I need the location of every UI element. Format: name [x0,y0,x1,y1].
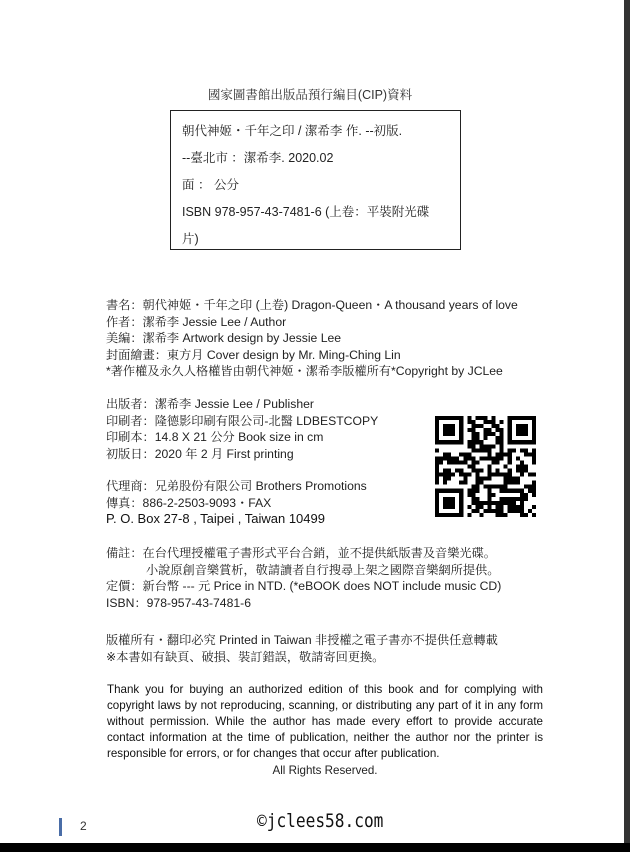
qr-module [435,473,439,477]
qr-module [479,501,483,505]
qr-module [483,448,487,452]
qr-module [508,481,512,485]
qr-module [508,505,512,509]
qr-module [471,489,475,493]
qr-module [488,444,492,448]
qr-module [520,509,524,513]
qr-module [483,428,487,432]
qr-module [471,460,475,464]
qr-module [532,493,536,497]
qr-module [528,473,532,477]
cip-heading: 國家圖書館出版品預行編目(CIP)資料 [207,88,413,102]
qr-module [488,493,492,497]
defect-line: ※本書如有缺頁、破損、裝訂錯誤，敬請寄回更換。 [106,649,385,664]
qr-module [524,448,528,452]
qr-module [516,489,520,493]
qr-module [496,509,500,513]
qr-module [471,485,475,489]
qr-module [496,473,500,477]
qr-module [483,477,487,481]
qr-module [475,432,479,436]
qr-module [528,452,532,456]
qr-module [524,497,528,501]
qr-module [451,460,455,464]
disclaimer-paragraph: Thank you for buying an authorized edition of this book and for complying with copyright laws by not reproducing, scanning, or distributing any part of it in any form without permission. While the author has made every effort to provide accurate contact information at the time of publication, neither the author nor the printer is responsible for errors, or for changes that occur after publication. [107,683,543,760]
qr-module [447,477,451,481]
qr-module [447,460,451,464]
qr-module [492,473,496,477]
author-line: 作者：潔希李 Jessie Lee / Author [106,314,287,329]
qr-module [496,469,500,473]
remark-line: 備註：在台代理授權電子書形式平台合銷，並不提供紙版書及音樂光碟。 [106,546,496,560]
qr-module [492,444,496,448]
qr-module [443,456,447,460]
qr-module [500,440,504,444]
size-line: 印刷本：14.8 X 21 公分 Book size in cm [106,430,324,444]
qr-module [475,416,479,420]
qr-module [504,452,508,456]
qr-module [492,420,496,424]
qr-module [512,497,516,501]
qr-module [475,497,479,501]
qr-module [528,489,532,493]
qr-module [459,473,463,477]
viewer-bottom-edge [0,843,630,852]
qr-module [447,456,451,460]
qr-module [475,505,479,509]
qr-module [500,420,504,424]
qr-module [435,448,439,452]
qr-module [467,473,471,477]
cip-line: 片) [182,232,199,246]
qr-module [524,493,528,497]
qr-module [496,440,500,444]
qr-module [471,497,475,501]
isbn-line: ISBN：978-957-43-7481-6 [106,595,251,610]
qr-module [488,497,492,501]
qr-module [516,481,520,485]
qr-module [475,440,479,444]
qr-module [439,473,443,477]
qr-module [496,424,500,428]
qr-module [467,420,471,424]
qr-module [471,469,475,473]
qr-module [435,469,439,473]
qr-module [500,509,504,513]
qr-module [492,432,496,436]
qr-module [488,452,492,456]
qr-module [508,501,512,505]
qr-module [443,473,447,477]
qr-module [492,509,496,513]
qr-module [492,485,496,489]
publisher-line: 出版者：潔希李 Jessie Lee / Publisher [106,397,314,411]
qr-module [532,473,536,477]
qr-module [463,481,467,485]
qr-module [500,452,504,456]
qr-module [471,509,475,513]
qr-module [463,456,467,460]
qr-module [483,444,487,448]
qr-module [475,473,479,477]
qr-module [475,481,479,485]
qr-module [524,464,528,468]
qr-module [467,493,471,497]
qr-module [520,464,524,468]
qr-module [488,477,492,481]
qr-module [512,448,516,452]
qr-module [504,477,508,481]
qr-module [504,464,508,468]
qr-module [516,497,520,501]
qr-module [467,489,471,493]
qr-module [520,497,524,501]
qr-module [532,456,536,460]
qr-module [512,505,516,509]
qr-module [467,456,471,460]
qr-module [512,489,516,493]
agent-block [106,478,367,528]
qr-module [447,469,451,473]
qr-module [488,420,492,424]
qr-module [443,452,447,456]
qr-module [508,460,512,464]
page-number: 2 [80,819,87,833]
credits-block [106,297,518,380]
cip-line: 面 ： 公分 [182,178,239,192]
qr-module [496,428,500,432]
qr-module [459,452,463,456]
qr-module [488,505,492,509]
book-title-line: 書名：朝代神姬・千年之印 (上卷) Dragon-Queen・A thousand years of love [106,298,518,312]
qr-module [488,464,492,468]
qr-module [463,452,467,456]
qr-finder [443,424,455,436]
qr-module [504,473,508,477]
price-line: 定價：新台幣 --- 元 Price in NTD. (*eBOOK does NOT include music CD) [106,579,502,593]
qr-module [467,428,471,432]
qr-module [488,489,492,493]
qr-module [443,469,447,473]
qr-module [471,464,475,468]
qr-module [532,513,536,517]
qr-module [471,456,475,460]
qr-module [475,448,479,452]
qr-finder [516,424,528,436]
qr-module [516,505,520,509]
qr-module [496,436,500,440]
qr-module [496,452,500,456]
qr-module [471,493,475,497]
qr-module [508,489,512,493]
qr-module [504,513,508,517]
qr-module [475,477,479,481]
qr-module [500,485,504,489]
qr-module [508,452,512,456]
qr-module [520,505,524,509]
page-number-bar [59,818,62,836]
qr-module [500,489,504,493]
qr-module [463,477,467,481]
qr-module [516,464,520,468]
qr-module [532,489,536,493]
qr-module [500,444,504,448]
qr-module [516,477,520,481]
qr-module [520,513,524,517]
qr-module [451,473,455,477]
qr-module [508,448,512,452]
qr-module [435,460,439,464]
qr-module [455,469,459,473]
qr-module [439,460,443,464]
qr-module [508,509,512,513]
publication-block [106,396,378,462]
qr-module [455,460,459,464]
qr-module [475,501,479,505]
qr-module [471,440,475,444]
qr-module [463,460,467,464]
qr-module [479,444,483,448]
artwork-line: 美編：潔希李 Artwork design by Jessie Lee [106,331,342,345]
qr-module [467,452,471,456]
qr-module [500,497,504,501]
disclaimer-section [107,682,543,779]
qr-module [467,513,471,517]
qr-module [488,509,492,513]
qr-module [475,460,479,464]
qr-module [500,432,504,436]
copyright-line: *著作權及永久人格權皆由朝代神姬・潔希李版權所有*Copyright by JCLee [106,364,503,378]
all-rights-reserved: All Rights Reserved. [272,764,378,777]
cover-line: 封面繪畫：東方月 Cover design by Mr. Ming-Ching Lin [106,347,401,362]
qr-module [471,420,475,424]
qr-module [459,481,463,485]
qr-module [496,456,500,460]
qr-module [500,436,504,440]
qr-module [488,469,492,473]
qr-module [479,424,483,428]
qr-module [475,436,479,440]
remark-line-2: 小說原創音樂賞析，敬請讀者自行搜尋上架之國際音樂網所提供。 [146,562,500,577]
qr-module [532,481,536,485]
qr-module [528,485,532,489]
qr-module [479,469,483,473]
rights-block [106,632,498,665]
qr-finder [443,497,455,509]
qr-module [500,428,504,432]
qr-module [516,509,520,513]
qr-module [435,464,439,468]
qr-module [524,485,528,489]
qr-module [520,501,524,505]
qr-module [479,448,483,452]
qr-module [483,432,487,436]
qr-module [508,456,512,460]
qr-module [479,440,483,444]
qr-module [467,440,471,444]
qr-module [520,493,524,497]
qr-module [532,505,536,509]
qr-module [488,485,492,489]
qr-module [532,460,536,464]
qr-module [492,460,496,464]
qr-module [512,501,516,505]
qr-module [496,460,500,464]
qr-module [455,456,459,460]
qr-module [496,485,500,489]
qr-module [492,501,496,505]
qr-module [435,477,439,481]
qr-module [508,469,512,473]
qr-module [512,477,516,481]
qr-module [516,469,520,473]
qr-module [467,444,471,448]
qr-module [471,436,475,440]
qr-module [488,473,492,477]
qr-module [520,473,524,477]
qr-module [492,416,496,420]
fax-line: 傳真：886-2-2503-9093・FAX [106,495,272,510]
qr-module [508,473,512,477]
qr-module [500,505,504,509]
address-line: P. O. Box 27-8 , Taipei , Taiwan 10499 [106,511,325,526]
qr-module [447,473,451,477]
qr-module [475,509,479,513]
qr-module [500,473,504,477]
qr-module [504,489,508,493]
qr-module [451,456,455,460]
qr-module [471,428,475,432]
qr-module [500,448,504,452]
qr-module [532,448,536,452]
qr-module [467,416,471,420]
qr-module [496,505,500,509]
qr-module [479,456,483,460]
qr-module [504,485,508,489]
qr-module [463,473,467,477]
qr-module [459,460,463,464]
qr-module [459,469,463,473]
qr-module [483,456,487,460]
cip-record-box [170,110,461,250]
qr-module [483,509,487,513]
qr-module [532,452,536,456]
qr-module [488,432,492,436]
qr-module [447,452,451,456]
qr-module [504,481,508,485]
qr-module [471,444,475,448]
qr-module [500,456,504,460]
qr-module [479,477,483,481]
qr-module [524,469,528,473]
qr-module [532,485,536,489]
qr-module [488,456,492,460]
rights-line: 版權所有・翻印必究 Printed in Taiwan 非授權之電子書亦不提供任意轉載 [106,633,498,647]
agent-line: 代理商：兄弟股份有限公司 Brothers Promotions [106,479,367,493]
qr-module [443,477,447,481]
notes-block [106,545,501,611]
qr-code [435,416,536,517]
qr-module [508,497,512,501]
qr-module [488,428,492,432]
qr-module [524,513,528,517]
qr-module [488,501,492,505]
cip-line: ISBN 978-957-43-7481-6 (上卷：平裝附光碟 [182,205,430,219]
qr-module [496,501,500,505]
qr-module [471,424,475,428]
cip-line: --臺北市 ：潔希李. 2020.02 [182,151,334,165]
qr-module [520,448,524,452]
qr-module [524,452,528,456]
qr-module [435,456,439,460]
qr-module [496,513,500,517]
qr-module [435,481,439,485]
qr-module [479,513,483,517]
qr-module [528,509,532,513]
qr-module [520,460,524,464]
qr-module [516,456,520,460]
qr-module [439,456,443,460]
printer-line: 印刷者：隆德影印刷有限公司-北醫 LDBESTCOPY [106,413,379,428]
qr-module [471,501,475,505]
qr-module [500,513,504,517]
qr-module [479,505,483,509]
qr-module [471,432,475,436]
qr-module [479,481,483,485]
qr-module [512,509,516,513]
qr-module [508,477,512,481]
qr-module [443,481,447,485]
qr-module [479,416,483,420]
qr-module [492,424,496,428]
first-printing-line: 初版日：2020 年 2 月 First printing [106,446,294,461]
qr-module [483,416,487,420]
qr-module [475,485,479,489]
qr-module [475,469,479,473]
qr-module [483,436,487,440]
qr-module [512,481,516,485]
qr-module [467,505,471,509]
qr-module [483,420,487,424]
qr-module [504,501,508,505]
qr-module [500,501,504,505]
qr-module [467,464,471,468]
qr-module [492,456,496,460]
qr-module [520,489,524,493]
watermark: ©jclees58.com [257,810,384,832]
qr-module [483,485,487,489]
qr-module [483,501,487,505]
qr-module [488,448,492,452]
qr-module [520,469,524,473]
qr-module [475,489,479,493]
qr-module [492,493,496,497]
qr-module [504,497,508,501]
qr-module [471,448,475,452]
cip-line: 朝代神姬・千年之印 / 潔希李 作. --初版. [182,124,403,138]
qr-module [475,424,479,428]
viewer-edge [624,0,630,852]
